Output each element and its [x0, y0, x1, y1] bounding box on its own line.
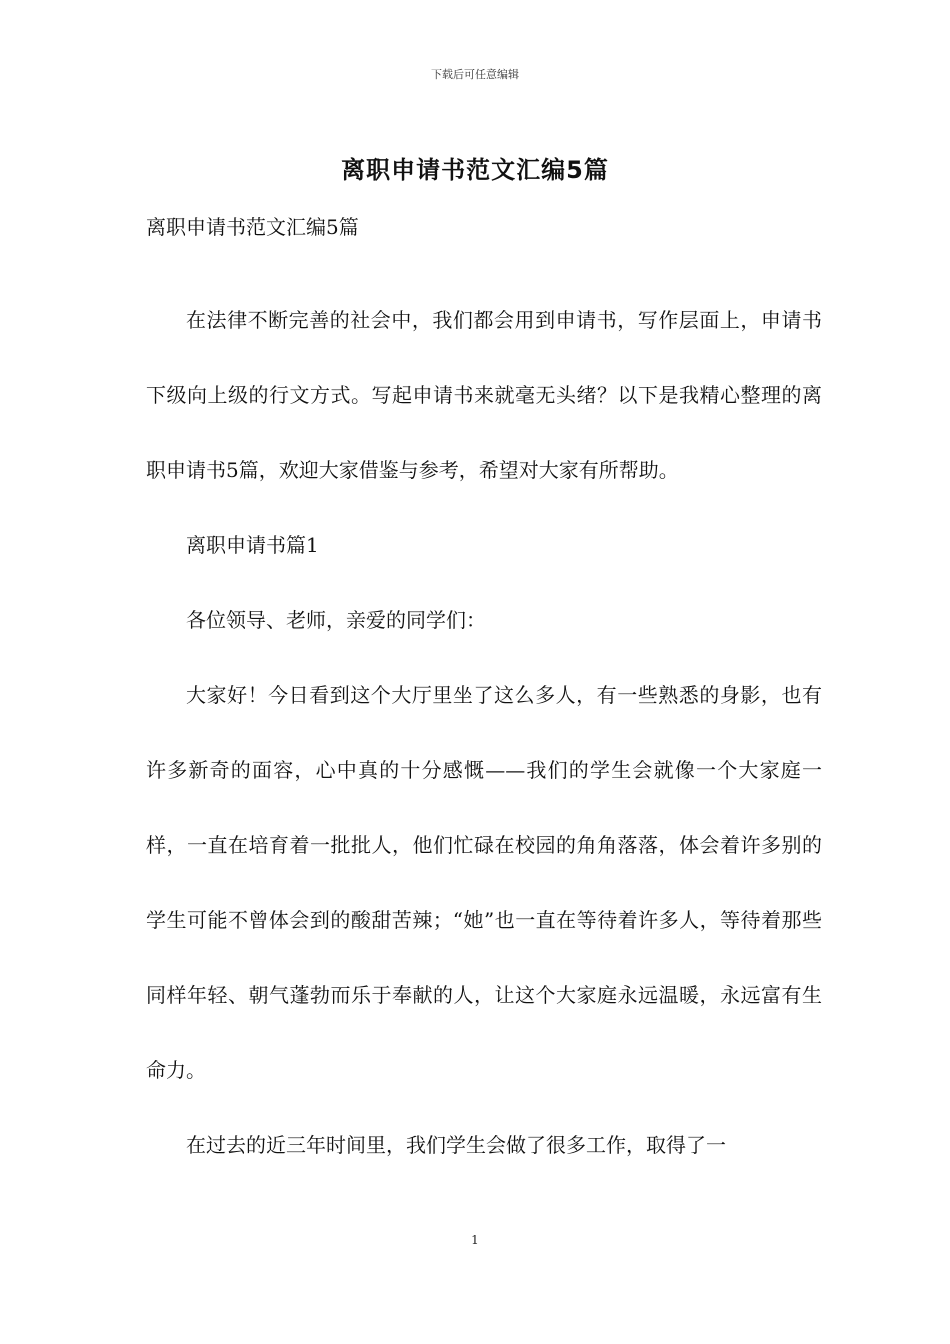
page-number: 1 [471, 1233, 479, 1247]
header-note: 下载后可任意编辑 [431, 68, 519, 81]
paragraph-body-2: 在过去的近三年时间里，我们学生会做了很多工作，取得了一 [186, 1133, 726, 1157]
document-title: 离职申请书范文汇编5篇 [341, 156, 609, 184]
section-heading: 离职申请书篇1 [186, 533, 319, 557]
paragraph-salutation: 各位领导、老师，亲爱的同学们： [186, 608, 486, 632]
document-subtitle: 离职申请书范文汇编5篇 [146, 215, 359, 239]
paragraph-intro: 在法律不断完善的社会中，我们都会用到申请书，写作层面上，申请书下级向上级的行文方式。写起申请书来就毫无头绪？以下是我精心整理的离职申请书5篇，欢迎大家借鉴与参考，希望对大家有所帮助。 [146, 308, 822, 482]
document-body [146, 283, 822, 1183]
paragraph-body-1: 大家好！今日看到这个大厅里坐了这么多人，有一些熟悉的身影，也有许多新奇的面容，心中真的十分感慨——我们的学生会就像一个大家庭一样，一直在培育着一批批人，他们忙碌在校园的角角落落，体会着许多别的学生可能不曾体会到的酸甜苦辣；“她”也一直在等待着许多人，等待着那些同样年轻、朝气蓬勃而乐于奉献的人，让这个大家庭永远温暖，永远富有生命力。 [146, 683, 822, 1082]
